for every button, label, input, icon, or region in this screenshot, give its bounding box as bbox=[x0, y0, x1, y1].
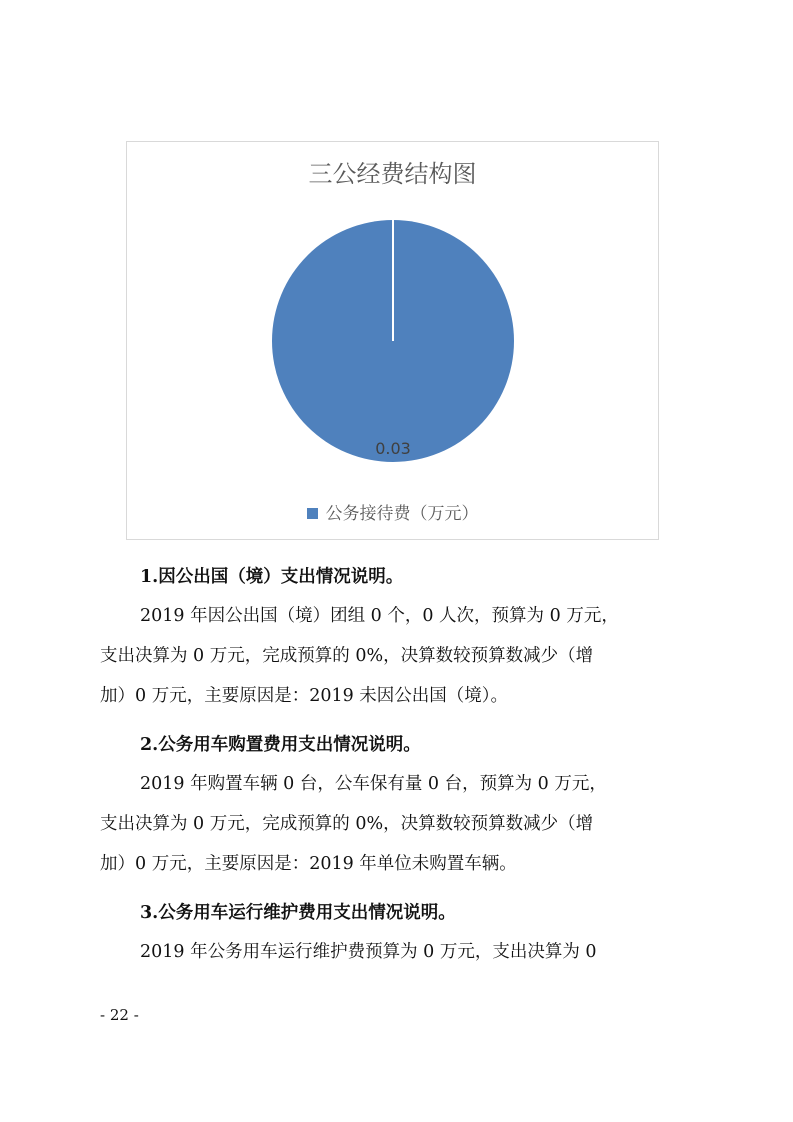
section-heading: 2.公务用车购置费用支出情况说明。 bbox=[140, 735, 421, 755]
paragraph-line: 2019 年公务用车运行维护费预算为 0 万元，支出决算为 0 bbox=[140, 942, 597, 962]
paragraph-line: 加）0 万元，主要原因是：2019 未因公出国（境）。 bbox=[100, 686, 509, 706]
pie-chart bbox=[126, 141, 659, 540]
page-number: - 22 - bbox=[100, 1006, 139, 1024]
section-heading: 1.因公出国（境）支出情况说明。 bbox=[140, 567, 404, 587]
paragraph-line: 2019 年购置车辆 0 台，公车保有量 0 台，预算为 0 万元， bbox=[140, 774, 607, 794]
paragraph-line: 支出决算为 0 万元，完成预算的 0%，决算数较预算数减少（增 bbox=[100, 814, 594, 834]
data-label: 0.03 bbox=[375, 439, 411, 458]
paragraph-line: 加）0 万元，主要原因是：2019 年单位未购置车辆。 bbox=[100, 854, 517, 874]
legend-label: 公务接待费（万元） bbox=[325, 504, 479, 524]
chart-title: 三公经费结构图 bbox=[308, 160, 477, 188]
paragraph-line: 2019 年因公出国（境）团组 0 个，0 人次，预算为 0 万元， bbox=[140, 606, 619, 626]
paragraph-line: 支出决算为 0 万元，完成预算的 0%，决算数较预算数减少（增 bbox=[100, 646, 594, 666]
pie-svg bbox=[127, 142, 658, 539]
chart-legend bbox=[127, 499, 658, 524]
legend-swatch-icon bbox=[307, 508, 318, 519]
section-heading: 3.公务用车运行维护费用支出情况说明。 bbox=[140, 903, 456, 923]
